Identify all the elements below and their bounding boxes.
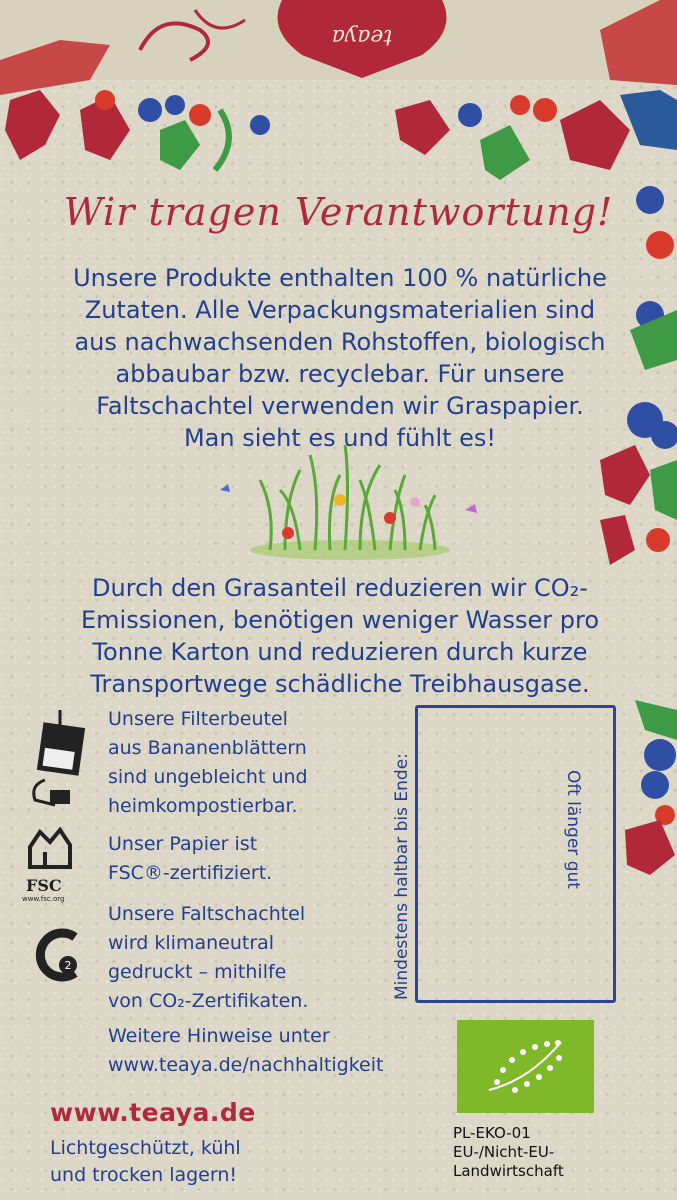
best-before-label: Mindestens haltbar bis Ende: [392,753,412,1000]
grass-line: Tonne Karton und reduzieren durch kurze [92,638,588,666]
grass-meadow-illustration [210,440,490,560]
info-line: sind ungebleicht und [108,766,308,788]
fsc-label: FSC [26,876,62,895]
grass-line: Transportwege schädliche Treibhausgase. [90,670,590,698]
eu-code-line: Landwirtschaft [453,1162,564,1180]
eu-organic-logo [457,1020,594,1113]
info-line: heimkompostierbar. [108,795,298,817]
info-line: wird klimaneutral [108,932,275,954]
info-line: gedruckt – mithilfe [108,961,287,983]
grass-line: Emissionen, benötigen weniger Wasser pro [80,606,600,634]
info-line: aus Bananenblättern [108,737,307,759]
intro-line: Unsere Produkte enthalten 100 % natürliche [73,264,607,292]
grass-line: Durch den Grasanteil reduzieren wir CO₂- [92,574,588,602]
info-line: FSC®-zertifiziert. [108,862,273,884]
fsc-url: www.fsc.org [22,895,65,903]
co2-label: 2 [64,959,72,972]
info-line: von CO₂-Zertifikaten. [108,990,309,1012]
intro-line: aus nachwachsenden Rohstoffen, biologisch [74,328,606,356]
fsc-logo-icon [20,822,90,902]
teaya-logo-heart [262,0,462,78]
headline: Wir tragen Verantwortung! [63,190,614,234]
teaya-logo-text: teaya [331,24,393,49]
intro-line: Faltschachtel verwenden wir Graspapier. [96,392,584,420]
intro-line: Man sieht es und fühlt es! [183,424,497,452]
sustainability-link[interactable]: www.teaya.de/nachhaltigkeit [108,1054,384,1076]
info-line: Weitere Hinweise unter [108,1025,330,1047]
storage-note [50,1135,241,1189]
storage-line: und trocken lagern! [50,1164,238,1186]
right-lower-foliage [615,700,677,880]
intro-paragraph [40,262,640,454]
grass-paragraph [40,572,640,700]
fsc-tree-icon [20,822,80,872]
info-more [108,1022,428,1080]
info-line: Unsere Faltschachtel [108,903,306,925]
info-fsc [108,830,378,888]
often-longer-good-label: Oft länger gut [563,770,583,889]
eu-code-line: PL-EKO-01 [453,1124,531,1142]
co2-neutral-icon [30,925,90,985]
storage-line: Lichtgeschützt, kühl [50,1137,241,1159]
best-before-box [415,705,616,1003]
tea-bag-icon [15,710,90,810]
info-co2 [108,900,378,1016]
intro-line: abbaubar bzw. recyclebar. Für unsere [115,360,565,388]
info-filter-bag [108,705,378,821]
eu-code-line: EU-/Nicht-EU- [453,1143,555,1161]
eu-leaf-stars-icon [457,1020,594,1113]
info-line: Unser Papier ist [108,833,258,855]
website-link[interactable]: www.teaya.de [50,1098,256,1127]
intro-line: Zutaten. Alle Verpackungsmaterialien sind [84,296,596,324]
eu-control-code [453,1124,564,1181]
info-line: Unsere Filterbeutel [108,708,288,730]
